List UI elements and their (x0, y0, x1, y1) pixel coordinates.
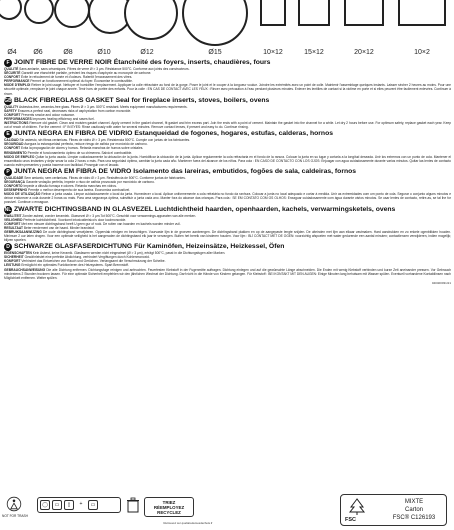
country-badge: NL (4, 206, 12, 213)
section-title: BLACK FIBREGLASS GASKET Seal for fireplace inserts, stoves, boilers, ovens (14, 96, 270, 104)
size-label-15: Ø15 (208, 49, 222, 56)
section-heading (4, 59, 451, 67)
section-heading (4, 206, 451, 214)
triman-caption: NOT FOR TRASH (2, 514, 28, 518)
cord-circle-15 (182, 0, 248, 46)
fsc-carton: Carton (404, 507, 423, 513)
tape-rect-15x12 (298, 0, 330, 26)
recycling-bin-icon (126, 497, 140, 513)
section-heading (4, 243, 451, 251)
fsc-certification (340, 494, 447, 526)
instructions-body (4, 58, 451, 285)
triman-icon (6, 496, 22, 512)
tape-rect-10x2 (398, 0, 446, 26)
footer-logos (0, 494, 454, 530)
sorting-icon: ▯ (64, 500, 74, 510)
tape-rect-20x12 (344, 0, 384, 26)
size-label-4: Ø4 (7, 49, 17, 56)
section-heading (4, 97, 451, 105)
size-label-10x12: 10×12 (263, 49, 283, 56)
section-title: SCHWARZE GLASFASERDICHTUNG Für Kaminöfen, Heizeinsätze, Heizkessel, Öfen (14, 243, 285, 251)
section-es: E JUNTA NEGRA EN FIBRA DE VIDRIO Estanqueidad de fogones, hogares, estufas, calderas, hornos CALIDAD Sin asbesto, sin fibras cerámicas. Fibras de vidrio Ø > 3 µm. Resistencia 500°C. Cumple con juntas de los fabricantes. SEGURIDAD Asegura la estanqueidad perfecta, reduce riesgo de asfixia por monóxido de carbono. CONFORT Evita la propagación de olores y humos. Retarda manchas de humos sobre cristales. RENDIMIENTO Permite el funcionamiento óptimo de su chimenea. Salvá el combustible. MODO DE EMPLEO Quitar la junta usada. Limpiar cuidadosamente la ubicación de la junta. Humidificar la ubicación de la junta. Aplicar regularmente la cola refractaria en el fondo de la ranura. Colocar la junta en su lugar y cortarla a la longitud deseada. Unir los extremos con un punto de cola. Mantener el ensamblado unos instantes y dejar secar la cola 2 horas o más. Para una seguridad óptima, cambiar la junta cada año. Mantener fuera del alcance de los niños. Para cola : EN CASO DE CONTACTO CON LOS OJOS: Enjuagar con agua cuidadosamente durante varios minutos. Quitar las lentes de contacto cuando estén presentes y pueda hacerse con facilidad. Proseguir con el lavado. (4, 130, 452, 167)
cord-circle-6 (24, 0, 54, 24)
section-fr: F JOINT FIBRE DE VERRE NOIR Étanchéité des foyers, inserts, chaudières, fours QUALITÉ Sans amiante, sans céramiques. Fibres de verre Ø > 3 µm. Résistance 500°C. Conforme aux joints des constructeurs. SÉCURITÉ Garantit une étanchéité parfaite, prévient les risques d'asphyxie au monoxyde de carbone. CONFORT Évite le refoulement de fumée et d'odeurs. Ralentit l'encrassement des vitres. PERFORMANCE Permet un fonctionnement optimal du foyer. Économise le combustible. MODE D'EMPLOI Retirer le joint usagé. Nettoyer et humidifier l'emplacement. Appliquer la colle réfractaire au fond de la gorge. Poser le joint et le couper à la longueur voulue. Joindre les extrémités avec un point de colle. Maintenir l'assemblage quelques instants. Laisser sécher 2 heures au moins. Pour une sécurité optimale, remplacer le joint chaque année. Tenir hors de portée des enfants. Pour la colle : EN CAS DE CONTACT AVEC LES YEUX : Rincer avec précaution à l'eau pendant plusieurs minutes. Enlever les lentilles de contact si la victime en porte et si elles peuvent être facilement enlevées. Continuer à rincer. (4, 59, 451, 96)
section-title: ZWARTE DICHTINGSBAND IN GLASVEZEL Luchtdichtheid haarden, openhaarden, kachels, verwarmingsketels, ovens (14, 205, 396, 213)
fsc-code: FSC® C126193 (392, 515, 436, 521)
country-badge: E (4, 130, 12, 138)
sorting-instructions-box (37, 497, 121, 513)
section-pt: P JUNTA NEGRA EM FIBRA DE VIDRO Isolamento das lareiras, embutidos, fogões de sala, caldeiras, fornos QUALIDADE Sem amianto, sem cerâmicas. Fibras de vidro Ø > 3 µm. Resistência de 500°C. Conforme juntas de fabricantes. SEGURANÇA Garante vedação perfeita, impede o risco de asfixia provocado por monóxido de carbono. CONFORTO Impede a difusão fumaça e odores. Retarda manchas em vidros. DESEMPENHO Permite o melhor desempenho de sua lareira. Economiza combustível. MODO DE UTILIZAÇÃO Retirar a junta usada. Limpar cuidadosamente o local da junta. Humedecer o local. Aplicar uniformemente a cola refratária no fundo da ranhura. Colocar a junta no local adequado e cortar à medida. Unir as extremidades com um ponto de cola. Segurar o conjunto alguns minutos e deixar endurecer a cola durante 2 horas ou mais. Para uma segurança óptima, substituir a junta cada ano. Manter fora do alcance das crianças. Para cola : SE EM CONTATO COM OS OLHOS: Enxaguar cuidadosamente com água durante vários minutos. Se usar lentes de contacto, retire-as, se tal lhe for possível. Continue o enxaguar. (4, 167, 452, 205)
product-size-strip (0, 0, 454, 58)
section-title: JUNTA NEGRA EN FIBRA DE VIDRIO Estanqueidad de fogones, hogares, estufas, calderas, hornos (14, 130, 334, 138)
country-badge: D (4, 243, 12, 251)
sorting-icon: ◯ (40, 500, 50, 510)
fsc-mixte: MIXTE (404, 499, 424, 505)
sorting-icon: ▭ (52, 500, 62, 510)
country-badge: F (4, 59, 12, 67)
size-label-10: Ø10 (97, 49, 111, 56)
size-label-15x12: 15×12 (304, 49, 324, 56)
cord-circle-4 (0, 0, 22, 20)
size-label-10x2: 10×2 (414, 49, 430, 56)
size-label-12: Ø12 (140, 49, 154, 56)
country-badge: GB (4, 97, 12, 104)
size-label-6: Ø6 (33, 49, 43, 56)
country-badge: P (4, 168, 12, 176)
trier-reemployez-recyclez-badge: TRIEZ RÉEMPLOYEZ RECYCLEZ (144, 497, 194, 517)
sorting-icon: + (79, 501, 83, 507)
tape-rect-10x12 (260, 0, 286, 26)
reference-code: 040400031/21 (431, 280, 451, 285)
size-label-20x12: 20×12 (354, 49, 374, 56)
section-title: JOINT FIBRE DE VERRE NOIR Étanchéité des foyers, inserts, chaudières, fours (14, 59, 271, 66)
section-gb: GB BLACK FIBREGLASS GASKET Seal for fireplace inserts, stoves, boilers, ovens QUALITY Asbestos-free, ceramics-free glass. Fibres Ø > 3 µm. 500°C resistant. Meets equipment manufacturers requirements. SAFETY Ensures a perfect seal, decreases risks of asphyxiation from carbon monoxide. COMFORT Prevents smoke and odour nuisance. PERFORMANCES Improves heating efficiency and saves fuel. INSTRUCTIONS Remove old gasket. Clean and moisten gasket channel. Apply cement in the gasket channel, fit gasket and trim excess part. Join the ends with a point of cement. Maintain the gasket into the channel for a while. Let dry 2 hours before use. For optimum safety, replace gasket each year. Keep out of reach of children. For the cement : IF IN EYES: Rinse cautiously with water for several minutes. Remove contact lenses, if present and easy to do. Continue rinsing. (4, 96, 452, 130)
size-label-8: Ø8 (63, 49, 73, 56)
fsc-logo-text: FSC (345, 517, 356, 523)
section-de: D SCHWARZE GLASFASERDICHTUNG Für Kaminöfen, Heizeinsätze, Heizkessel, Öfen EIGENSCHAFTEN Kein Asbest, keine Keramik. Glasfasern werden nicht eingeatmet (Ø > 3 µm), erträgt 500°C, passt in die Dichtungsfugen aller Marken. SICHERHEIT Gewährleistet eine perfekte Abdichtung, verhindert Vergiftungen durch Kohlenmonoxid. KOMFORT Verhindert das Entweichen von Rauch und Gerüchen. Verlangsamt die Verschmutzung der Scheibe. LEISTUNG Ermöglicht ein optimales Funktionieren des Heizsystems. Spart Brennstoff. GEBRAUCHSANWEISUNG Die alte Dichtung entfernen. Dichtungsfuge reinigen und anfeuchten. Feuerfesten Klebstoff in der Fugenmitte auftragen. Dichtung einlegen und auf die gewünschte Länge abschneiden. Die Enden mit wenig Klebstoff verbinden und kurze Zeit aneinander pressen. Vor Gebrauch mindestens 2 Stunden trocknen lassen. Für eine optimale Sicherheit empfehlen wir den jährlichen Wechsel der Dichtung. Darf nicht in die Hände von Kindern gelangen. Für Klebstoff : BEI KONTAKT MIT DEN AUGEN: Einige Minuten lang behutsam mit Wasser spülen. Eventuell vorhandene Kontaktlinsen nach Möglichkeit entfernen. Weiter spülen. (4, 243, 451, 280)
section-title: JUNTA NEGRA EM FIBRA DE VIDRO Isolamento das lareiras, embutidos, fogões de sala, caldeiras, fornos (14, 167, 357, 175)
recycling-notice: Retrouvez sur quefairedemesdechets.fr (163, 521, 213, 525)
section-nl: NL ZWARTE DICHTINGSBAND IN GLASVEZEL Luchtdichtheid haarden, openhaarden, kachels, verwarmingsketels, ovens KWALITEIT Zonder asbest, zonder keramiek. Glasvezel Ø > 3 µm.Tot 500°C. Geschikt voor verwarmings-apparaten van alle merken. VEILIGHEID Perfecte luchtdichtheid. Voorkomt intoxicatierisico's door koolmonoxide. COMFORT Met een nieuwe dichtingsband heeft U geen gur of rook. De ruiten van haarden en kachels worden minder vuil. RESULTAAT Beter rendement van de haard. Minder brandstof. GEBRUIKSAANWIJZING De oude dichtingband verwijderen. Oppervlak reinigen en bevochtigen. Vuurvaste lijm in de groeven aanbrengen. De dichtingsband plakken en op de aangepaste lengte snijden. De uiteinden met lijm aan elkaar vastmaken. Hard aandrukken en zo enkele ogenblikken houden. Minimum 2 uur laten drogen. Voor een optimale veiligheid is het aangeraden de dichtingsband elk jaar te vervangen. Buiten het bereik van kinderen houden. Voor lijm : BIJ CONTACT MET DE OGEN: voorzichtig afspoelen met water gedurende een aantal minuten; contactlenzen verwijderen, indien mogelijk; blijven spoelen. (4, 205, 452, 243)
cord-circle-12 (124, 0, 178, 40)
section-heading (4, 168, 451, 176)
section-heading (4, 130, 451, 138)
cord-circle-8 (54, 0, 90, 28)
sorting-icon: ▭ (88, 500, 98, 510)
fsc-tree-icon (347, 498, 367, 516)
